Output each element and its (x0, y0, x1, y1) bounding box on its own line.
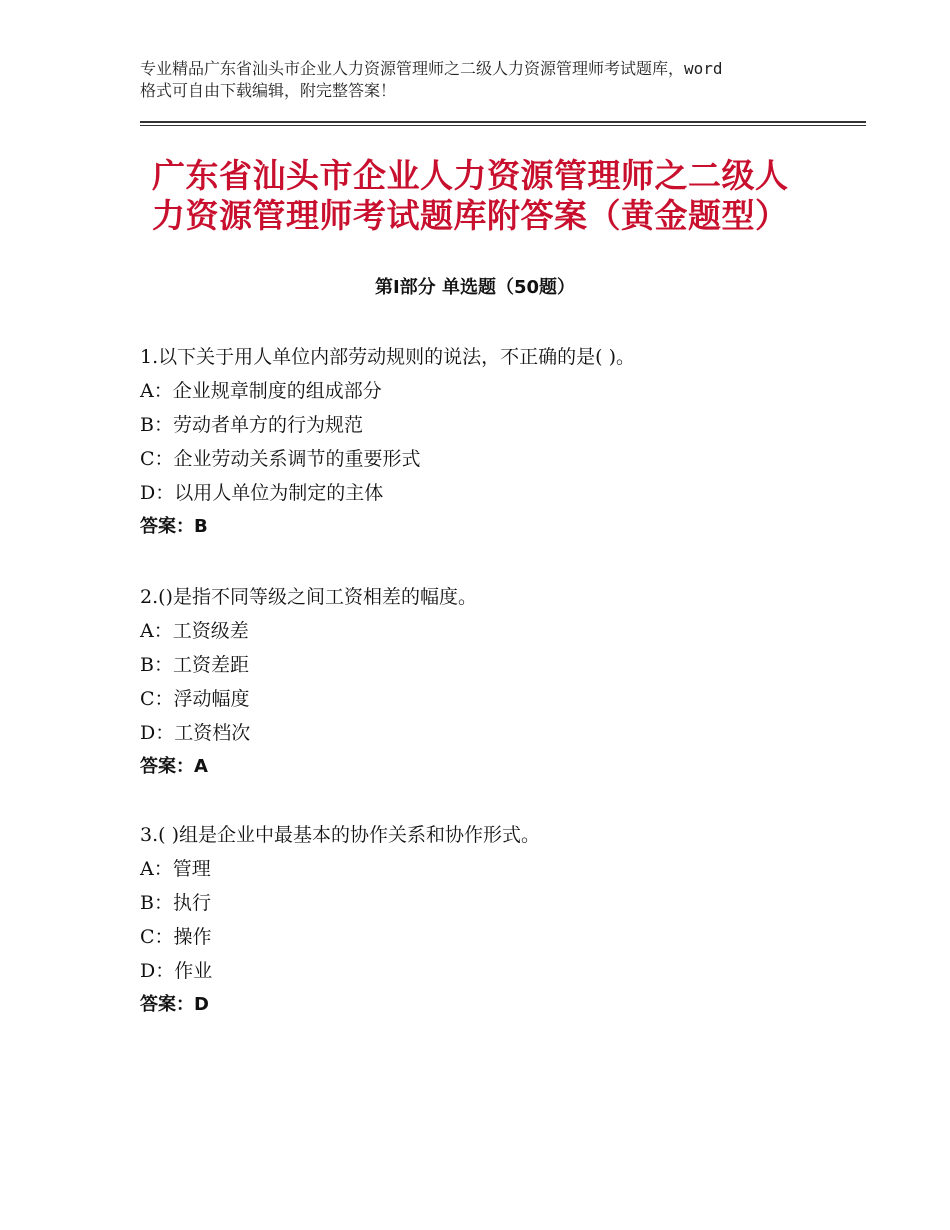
option-d: D：以用人单位为制定的主体 (140, 482, 384, 504)
answer: 答案：B (140, 516, 208, 537)
answer: 答案：A (140, 756, 208, 777)
header-divider-thick (140, 121, 866, 123)
option-c: C：浮动幅度 (140, 688, 250, 710)
option-c: C：操作 (140, 926, 212, 948)
option-d: D：作业 (140, 960, 213, 982)
header-note (140, 58, 830, 102)
option-d: D：工资档次 (140, 722, 251, 744)
question-2 (140, 580, 840, 784)
question-stem: 1.以下关于用人单位内部劳动规则的说法，不正确的是( )。 (140, 346, 635, 368)
section-heading: 第Ⅰ部分 单选题（50题） (374, 277, 575, 298)
option-c: C：企业劳动关系调节的重要形式 (140, 448, 421, 470)
option-a: A：工资级差 (140, 620, 249, 642)
question-stem: 2.()是指不同等级之间工资相差的幅度。 (140, 586, 477, 608)
option-b: B：劳动者单方的行为规范 (140, 414, 363, 436)
header-note-line-1: 专业精品广东省汕头市企业人力资源管理师之二级人力资源管理师考试题库，word (140, 59, 723, 78)
question-1 (140, 340, 840, 544)
document-title (152, 156, 852, 236)
document-title-line-2: 力资源管理师考试题库附答案（黄金题型） (152, 196, 789, 235)
question-stem: 3.( )组是企业中最基本的协作关系和协作形式。 (140, 824, 540, 846)
document-title-line-1: 广东省汕头市企业人力资源管理师之二级人 (152, 156, 789, 195)
header-divider-thin (140, 125, 866, 126)
option-a: A：管理 (140, 858, 211, 880)
question-3 (140, 818, 840, 1022)
option-b: B：执行 (140, 892, 211, 914)
header-note-line-2: 格式可自由下载编辑，附完整答案！ (140, 81, 397, 100)
answer: 答案：D (140, 994, 209, 1015)
option-a: A：企业规章制度的组成部分 (140, 380, 382, 402)
option-b: B：工资差距 (140, 654, 249, 676)
